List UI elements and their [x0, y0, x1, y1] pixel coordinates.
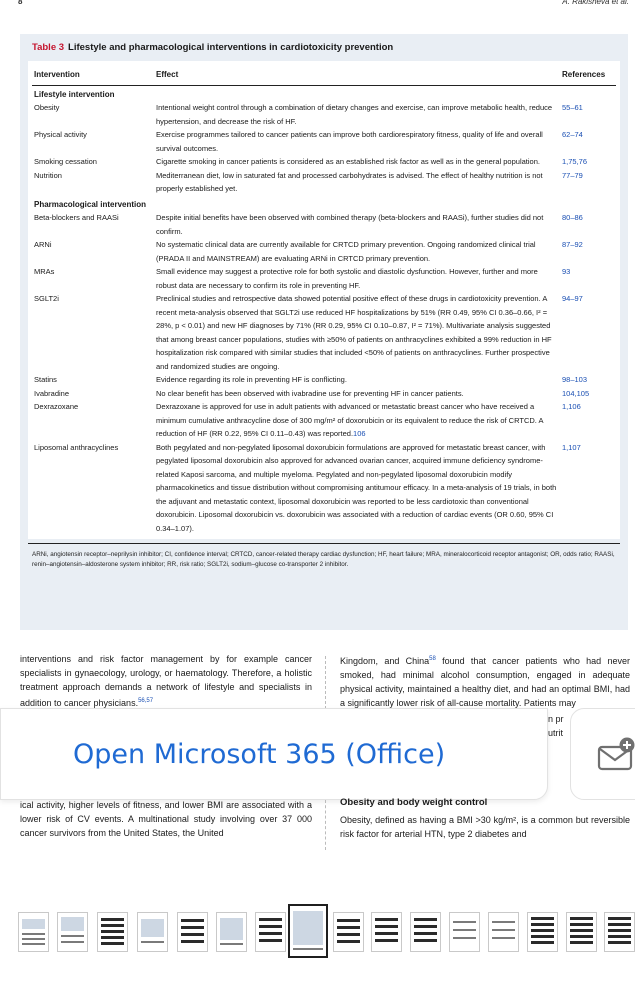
section-pharmacological: Pharmacological intervention	[34, 199, 147, 209]
page-thumbnail[interactable]	[137, 912, 168, 952]
reference-link[interactable]: 62–74	[562, 130, 583, 139]
intervention-cell: Ivabradine	[34, 388, 70, 398]
table-row	[32, 128, 616, 155]
page-thumbnail[interactable]	[488, 912, 519, 952]
table-row	[32, 265, 616, 292]
column-divider	[325, 800, 326, 850]
intervention-cell: Beta-blockers and RAASi	[34, 213, 119, 222]
intervention-cell: ARNi	[34, 240, 52, 249]
open-microsoft-365-button[interactable]: Open Microsoft 365 (Office)	[73, 739, 446, 770]
page-thumbnail-strip	[0, 900, 635, 966]
reference-link[interactable]: 98–103	[562, 375, 588, 384]
intervention-cell: Statins	[34, 375, 57, 384]
effect-cell: Intentional weight control through a combination of dietary changes and exercise, can improve metabolic health, reduce hypertension, and decrease the risk of HF.	[156, 103, 553, 126]
body-text: interventions and risk factor management by for example cancer specialists in gynaecology, urology, or haematology. Therefore, a holistic treatment approach demands a network of lifestyle and specialists in addition to cancer physicians.	[20, 654, 312, 708]
page-thumbnail[interactable]	[371, 912, 402, 952]
table-row	[32, 155, 616, 169]
table-panel	[20, 34, 628, 630]
page-thumbnail[interactable]	[255, 912, 286, 952]
page-thumbnail[interactable]	[410, 912, 441, 952]
effect-cell: No systematic clinical data are currently available for CRTCD primary prevention. Ongoing randomized clinical trial (PRADA II and MAINSTREAM) are evaluating ARNi in CRTCD primary prevention.	[156, 240, 536, 263]
page-thumbnail-selected[interactable]	[288, 904, 328, 958]
reference-link[interactable]: 77–79	[562, 170, 583, 180]
page-thumbnail[interactable]	[566, 912, 597, 952]
running-authors: A. Rakisheva et al.	[562, 0, 629, 6]
section-heading: Obesity and body weight control	[340, 797, 488, 808]
citation-link[interactable]: 58	[429, 656, 436, 662]
col-header-references: References	[560, 65, 616, 85]
effect-cell: Exercise programmes tailored to cancer patients can improve both cardiorespiratory fitness, quality of life and overall survival outcomes.	[156, 130, 543, 153]
table-row	[32, 211, 616, 238]
body-right-bottom	[340, 796, 630, 848]
table-row	[32, 441, 616, 536]
reference-link[interactable]: 1,106	[562, 402, 581, 411]
page-thumbnail[interactable]	[333, 912, 364, 952]
reference-link[interactable]: 93	[562, 267, 571, 276]
table-row	[32, 292, 616, 373]
intervention-cell: Obesity	[34, 103, 60, 112]
column-divider	[325, 656, 326, 714]
table-row	[32, 373, 616, 387]
reference-link[interactable]: 55–61	[562, 103, 583, 112]
body-text: Obesity, defined as having a BMI >30 kg/m², is a common but reversible risk factor for arterial HTN, type 2 diabetes and	[340, 815, 630, 839]
body-text: Kingdom, and China	[340, 656, 430, 666]
body-text: found that cancer patients who had never smoked, had minimal alcohol consumption, engaged in adequate physical activity, maintained a healthy diet, and had an optimal BMI, had a significantly lower risk of all-cause mortality. Patients may	[340, 656, 630, 708]
reference-link[interactable]: 94–97	[562, 294, 583, 303]
intervention-cell: Liposomal anthracyclines	[34, 442, 119, 452]
col-header-intervention: Intervention	[32, 65, 154, 85]
text-fragment: n pr	[548, 714, 564, 724]
body-right-top	[340, 652, 630, 708]
effect-cell: Despite initial benefits have been observed with combined therapy (beta-blockers and RAASi), further studies did not confirm.	[156, 213, 544, 236]
open-office-banner	[0, 708, 548, 800]
table-row	[32, 169, 616, 196]
effect-cell: Evidence regarding its role in preventing HF is conflicting.	[156, 375, 347, 384]
body-left-bottom: ical activity, higher levels of fitness, and lower BMI are associated with a lower risk of CV events. A multinational study involving over 37 000 cancer survivors from the United States, the United	[20, 800, 312, 838]
page-thumbnail[interactable]	[527, 912, 558, 952]
reference-link[interactable]: 1,107	[562, 442, 581, 452]
effect-text: Dexrazoxane is approved for use in adult patients with advanced or metastatic breast cancer who have received a minimum cumulative anthracycline dose of 300 mg/m² of doxorubicin or its equivalent to reduce the risk of CRTCD. A reduction of HF (RR 0.22, 95% CI 0.11–0.43) was reported.	[156, 402, 544, 438]
section-lifestyle: Lifestyle intervention	[34, 89, 115, 99]
page-thumbnail[interactable]	[177, 912, 208, 952]
effect-cell: Small evidence may suggest a protective role for both systolic and diastolic dysfunction. However, further and more robust data are necessary to confirm its role in preventing HF.	[156, 267, 538, 290]
effect-cell: Cigarette smoking in cancer patients is considered as an established risk factor as well as in the general population.	[156, 157, 540, 166]
table-row	[32, 400, 616, 441]
inline-reference-link[interactable]: 106	[353, 429, 366, 438]
table-row	[32, 387, 616, 401]
reference-link[interactable]: 87–92	[562, 240, 583, 249]
page-header	[0, 0, 635, 8]
effect-cell: No clear benefit has been observed with ivabradine use for preventing HF in cancer patients.	[156, 388, 464, 398]
col-header-effect: Effect	[154, 65, 560, 85]
page-number: 8	[18, 0, 23, 6]
intervention-cell: Smoking cessation	[34, 157, 97, 166]
effect-cell: Both pegylated and non-pegylated liposomal doxorubicin formulations are approved for metastatic breast cancer, with pegylated liposomal doxorubicin also approved for advanced ovarian cancer, acquired immune deficiency syndrome-related Kaposi sarcoma, and multiple myeloma. Pegylated and non-pegylated liposomal doxorubicin modify pharmacokinetics and tissue distribution without compromising antitumour efficacy. In a meta-analysis of 19 trials, in both the adjuvant and metastatic context, liposomal doxorubicin was reported to be less cardiotoxic than conventional doxorubicin. Liposomal doxorubicin vs. doxorubicin was associated with a reduction of cardiac events (OR 0.60, 95% CI 0.34–1.07).	[156, 442, 557, 533]
text-fragment: utrit	[548, 728, 564, 738]
mail-button[interactable]	[570, 708, 635, 800]
page-thumbnail[interactable]	[57, 912, 88, 952]
page-thumbnail[interactable]	[18, 912, 49, 952]
table-row	[32, 101, 616, 128]
table-title-text: Lifestyle and pharmacological interventions in cardiotoxicity prevention	[68, 42, 394, 53]
body-left-top	[20, 652, 312, 708]
table-label: Table 3	[32, 42, 65, 53]
intervention-cell: Physical activity	[34, 130, 87, 139]
reference-link[interactable]: 1,75,76	[562, 157, 588, 166]
table-title	[32, 42, 620, 53]
page-thumbnail[interactable]	[216, 912, 247, 952]
reference-link[interactable]: 80–86	[562, 213, 583, 222]
page-thumbnail[interactable]	[97, 912, 128, 952]
interventions-table	[32, 65, 616, 535]
page-thumbnail[interactable]	[604, 912, 635, 952]
citation-link[interactable]: 56,57	[138, 698, 154, 704]
intervention-cell: SGLT2i	[34, 294, 59, 303]
intervention-cell: Dexrazoxane	[34, 402, 79, 411]
mail-add-icon	[597, 737, 635, 773]
effect-cell: Preclinical studies and retrospective data showed potential positive effect of these drugs in cardiotoxicity prevention. A recent meta-analysis observed that SGLT2i use reduced HF hospitalizations by 51% (RR 0.49, 95% CI 0.36–0.66, I² = 28%, p < 0.01) and new HF diagnoses by 71% (RR 0.29, 95% CI 0.10–0.87, I² = 71%). Multivariate analysis suggested that among breast cancer populations, studies with ≥50% of patients on anthracyclines exhibited a 99% reduction in HF hospitalization risk compared with similar studies that included <50% of patients on anthracyclines. Further prospective and randomized studies are ongoing.	[156, 294, 552, 371]
intervention-cell: MRAs	[34, 267, 55, 276]
page-thumbnail[interactable]	[449, 912, 480, 952]
table-footnote: ARNi, angiotensin receptor–neprilysin inhibitor; CI, confidence interval; CRTCD, cancer-related therapy cardiac dysfunction; HF, heart failure; MRA, mineralocorticoid receptor antagonist; OR, odds ratio; RAASi, renin–angiotensin–aldosterone system inhibitor; RR, risk ratio; SGLT2i, sodium–glucose co-transporter 2 inhibitor.	[28, 543, 620, 574]
intervention-cell: Nutrition	[34, 170, 62, 180]
effect-cell: Mediterranean diet, low in saturated fat and processed carbohydrates is advised. The effect of healthy nutrition is not properly established yet.	[156, 170, 543, 193]
effect-cell	[154, 400, 560, 441]
reference-link[interactable]: 104,105	[562, 388, 590, 398]
table-row	[32, 238, 616, 265]
